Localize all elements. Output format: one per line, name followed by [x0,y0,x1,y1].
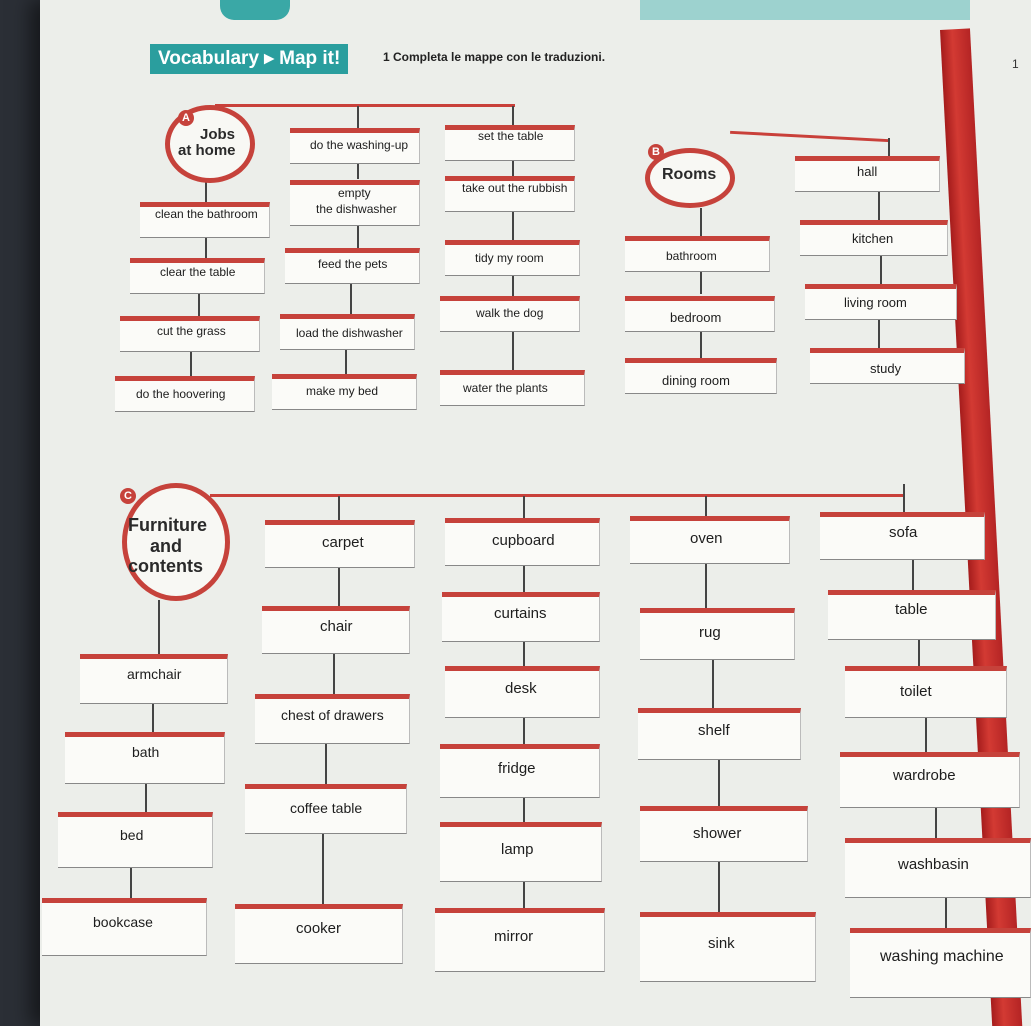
connector [350,284,352,314]
map-b-title: Rooms [662,166,717,183]
map-c-word: carpet [322,534,364,551]
map-a-word: tidy my room [475,251,544,265]
map-c-word: bed [120,827,144,843]
map-b-letter: B [648,144,664,160]
map-a-word: cut the grass [157,324,226,338]
map-c-word: chest of drawers [281,707,384,723]
connector [190,352,192,376]
map-c-branch-line [210,494,905,497]
map-a-title-line1: Jobs [200,126,236,143]
connector [718,862,720,912]
connector [880,256,882,284]
connector [357,164,359,179]
map-a-word: water the plants [463,381,548,395]
map-c-word: fridge [498,760,536,777]
connector [512,161,514,176]
connector [512,212,514,240]
map-c-word: mirror [494,928,534,945]
map-a-word: set the table [478,129,544,143]
map-c-word: curtains [494,605,547,622]
top-strip [640,0,970,20]
connector [198,294,200,316]
connector [523,566,525,592]
map-c-word: bath [132,744,160,760]
connector [718,760,720,806]
map-c-word: cooker [296,920,342,937]
connector [935,808,937,838]
connector [712,660,714,708]
exercise-instruction: 1 Completa le mappe con le traduzioni. [383,50,606,64]
map-c-word: sofa [889,524,918,541]
connector [130,868,132,898]
map-b-word: living room [844,295,907,310]
map-c-word: oven [690,530,723,547]
map-c-word: cupboard [492,532,555,549]
connector [945,898,947,928]
map-a-word: empty [338,186,371,200]
map-c-word: bookcase [93,914,153,930]
connector [523,718,525,744]
connector [700,208,702,238]
map-b-word: study [870,361,902,376]
map-b-word: bathroom [666,249,717,263]
map-c-word: washbasin [898,856,969,873]
map-c-word: armchair [127,666,182,682]
map-a-word: load the dishwasher [296,326,403,340]
map-a-letter: A [178,110,194,126]
connector [322,834,324,904]
map-c-word: desk [505,680,537,697]
map-a-branch-line [215,104,515,107]
connector [903,484,905,514]
map-c-word: shelf [698,722,730,739]
connector [338,568,340,606]
map-a-word: take out the rubbish [462,181,568,195]
map-c-word: lamp [501,841,534,858]
map-b-word: bedroom [670,310,722,325]
map-c-title-line3: contents [128,556,204,576]
map-b-word: kitchen [852,231,894,246]
connector [145,784,147,812]
connector [523,642,525,666]
connector [325,744,327,784]
map-c-word: rug [699,624,721,641]
map-c-title-line2: and [150,536,183,556]
map-b-word: hall [857,164,878,179]
map-c-letter: C [120,488,136,504]
map-c-word: wardrobe [893,767,956,784]
map-c-word: sink [708,935,735,952]
map-c-word: washing machine [880,948,1004,965]
connector [357,106,359,128]
connector [523,496,525,518]
connector [918,640,920,666]
connector [205,180,207,202]
map-a-word: feed the pets [318,257,388,271]
connector [512,276,514,296]
map-a-word: walk the dog [476,306,544,320]
map-b-word: dining room [662,373,730,388]
map-c-word: toilet [900,683,932,700]
connector [878,192,880,220]
connector [523,798,525,822]
section-badge: Vocabulary ▸ Map it! [150,44,348,74]
map-a-word: make my bed [306,384,379,398]
connector [700,272,702,294]
map-c-word: chair [320,618,353,635]
connector [925,718,927,752]
connector [705,496,707,516]
connector [345,350,347,374]
connector [333,654,335,694]
connector [338,496,340,520]
map-a-word: the dishwasher [316,202,397,216]
map-c-word: table [895,601,928,618]
connector [152,704,154,732]
map-c-word: shower [693,825,742,842]
connector [158,600,160,654]
connector [523,882,525,908]
connector [705,564,707,608]
map-a-title-line2: at home [178,142,236,159]
connector [357,226,359,248]
connector [205,238,207,258]
map-c-title-line1: Furniture [128,515,207,535]
map-a-word: do the washing-up [310,138,409,152]
top-tab [220,0,290,20]
connector [878,320,880,348]
page-number: 1 [1012,57,1019,71]
connector [700,332,702,358]
connector [512,332,514,370]
map-a-word: clear the table [160,265,236,279]
map-a-word: clean the bathroom [155,207,258,221]
map-a-word: do the hoovering [136,387,226,401]
map-c-word: coffee table [290,800,363,816]
connector [912,560,914,590]
